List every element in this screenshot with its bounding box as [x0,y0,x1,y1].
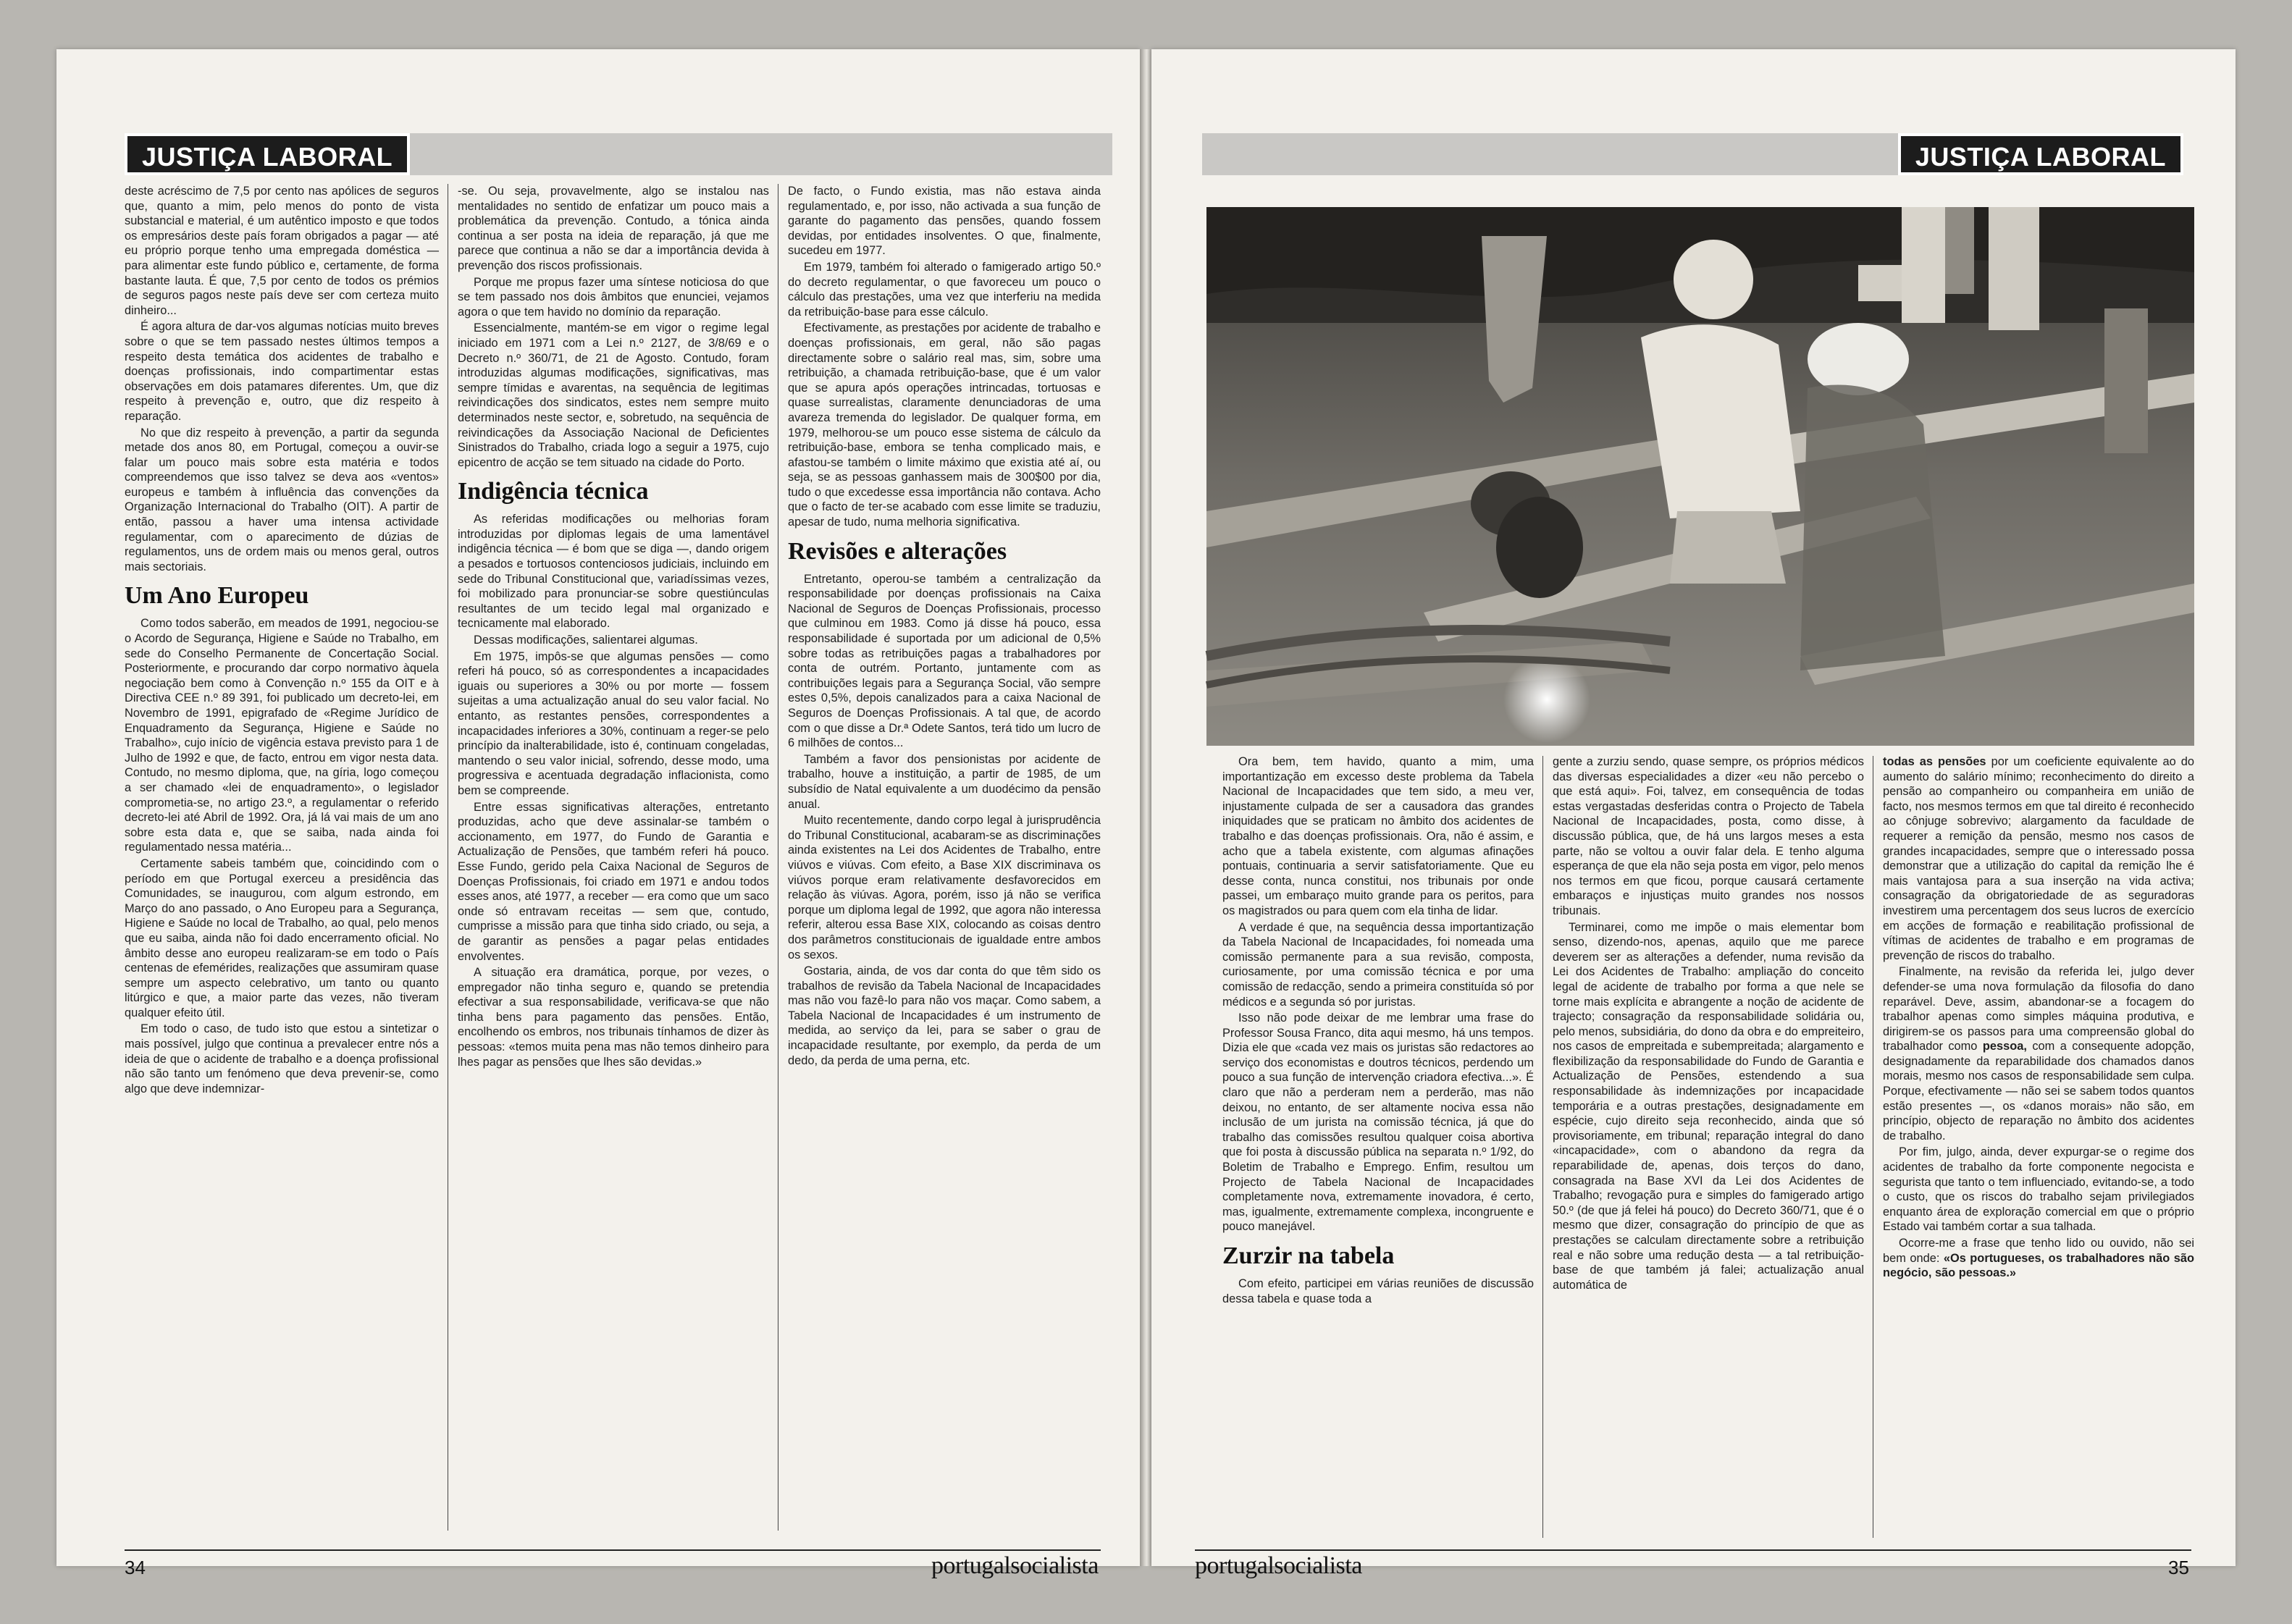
paragraph [1883,1236,2194,1281]
paragraph: Com efeito, participei em várias reuniões de discussão dessa tabela e quase toda a [1222,1277,1534,1305]
paragraph: Gostaria, ainda, de vos dar conta do que têm sido os trabalhos de revisão da Tabela Nacional de Incapacidades mas não vou fazê-lo para não vos maçar. Como sabem, a Tabela Nacional de Incapacidades é um instrumento de medida, ao serviço da lei, para se saber o grau de incapacidade resultante, por exemplo, da perda de um dedo, da perda de uma perna, etc. [788,964,1101,1067]
text-column-3 [788,184,1101,1531]
photo-illustration [1206,207,2194,746]
paragraph: No que diz respeito à prevenção, a partir da segunda metade dos anos 80, em Portugal, começou a ouvir-se falar um pouco mais sobre esta matéria e todos compreendemos que isso talvez se deva aos «ventos» europeus e também à influência das convenções da Organização Internacional do Trabalho (OIT). A partir de então, passou a haver uma intensa actividade regulamentar, com o aparecimento de dúzias de regulamentos, uns de ordem mais ou menos geral, outros mais sectoriais. [125,426,439,573]
magazine-logo: portugalsocialista [931,1552,1099,1579]
section-tag: JUSTIÇA LABORAL [125,133,410,175]
subheading: Revisões e alterações [788,537,1007,565]
paragraph: Ora bem, tem havido, quanto a mim, uma importantização em excesso deste problema da Tabela Nacional de Incapacidades que tem sido, a meu ver, injustamente culpada de ser a causadora das grandes iniquidades que se praticam no âmbito dos acidentes de trabalho e das doenças profissionais. Ora, não é assim, e acho que a tabela existente, com algumas afinações pontuais, continuaria a servir satisfatoriamente. Que eu desse conta, nunca constitui, nos tribunais por onde passei, um embaraço muito grande para os peritos, para os magistrados ou para quem com ela tinha de lidar. [1222,755,1534,917]
subheading: Indigência técnica [458,478,649,505]
page-number: 34 [125,1557,146,1578]
paragraph: Como todos saberão, em meados de 1991, negociou-se o Acordo de Segurança, Higiene e Saúde no Trabalho, em sede do Conselho Permanente de Concertação Social. Posteriormente, e procurando dar corpo normativo àquela negociação bem como à Convenção n.º 155 da OIT e à Directiva CEE n.º 89 391, foi publicado um decreto-lei, em Novembro de 1991, epigrafado de «Regime Jurídico de Enquadramento da Segurança, Higiene e Saúde no Trabalho», cujo início de vigência estava previsto para 1 de Julho de 1992 e que, de facto, entrou em vigor nesta data. Contudo, no mesmo diploma, que, na gíria, logo começou a ser chamado «lei de enquadramento», o legislador comprometia-se, no artigo 23.º, a regulamentar o referido decreto-lei até Abril de 1992. Ora, já lá vai mais de um ano sobre esta data e, que se saiba, nada ainda foi regulamentado nessa matéria... [125,617,439,854]
text-run: por um coeficiente equivalente ao do aumento do salário mínimo; reconhecimento do direito a pensão ao companheiro ou companheira em união de facto, nos mesmos termos em que tal direito é reconhecido ao cônjuge sobrevivo; alargamento da faculdade de requerer a remição da pensão, mesmo nos casos de grandes incapacidades, sempre que o interessado possa demonstrar que a utilização do capital da remição lhe é mais vantajosa para a sua inserção na vida activa; consagração da obrigatoriedade de as seguradoras investirem uma percentagem dos seus lucros de exercício em acções de formação e reabilitação profissional de vítimas de acidentes de trabalho e em programas de prevenção de riscos do trabalho. [1883,755,2195,962]
construction-workers-photo [1206,207,2194,746]
paragraph: deste acréscimo de 7,5 por cento nas apólices de seguros que, quanto a mim, pelo menos do ponto de vista substancial e material, é um autêntico imposto e que todos os empresários deste país foram obrigados a pagar — até eu próprio porque tenho uma empregada doméstica — para alimentar este fundo público e, certamente, de forma bastante lauta. É que, 7,5 por cento de todos os prémios de seguros pagos neste país deve ser com certeza muito dinheiro... [125,185,439,317]
paragraph: Também a favor dos pensionistas por acidente de trabalho, houve a instituição, a partir de 1985, de um subsídio de Natal equivalente a um duodécimo da pensão anual. [788,752,1101,811]
paragraph: A verdade é que, na sequência dessa importantização da Tabela Nacional de Incapacidades, foi nomeada uma comissão permanente para a sua revisão, composta, curiosamente, por uma comissão técnica e por uma comissão de redacção, sendo a primeira constituída só por médicos e a segunda só por juristas. [1222,920,1534,1009]
paragraph: Entre essas significativas alterações, entretanto produzidas, acho que deve assinalar-se também o accionamento, em 1977, do Fundo de Garantia e Actualização de Pensões, que também referi há pouco. Esse Fundo, gerido pela Caixa Nacional de Seguros de Doenças Profissionais, foi criado em 1971 e andou todos esses anos, até 1977, a receber — era como que um saco onde só entravam receitas — sem que, contudo, cumprisse a missão para que tinha sido criado, ou seja, a de garantir as pensões a pagar pelas entidades envolventes. [458,800,769,963]
footer-rule [1195,1549,2191,1551]
paragraph: Muito recentemente, dando corpo legal à jurisprudência do Tribunal Constitucional, acabaram-se as discriminações ainda existentes na Lei dos Acidentes de Trabalho, entre viúvos e viúvas. Com efeito, a Base XIX discriminava os viúvos porque eram relativamente desfavorecidos em relação às viúvas. Agora, porém, isso já não se verifica porque um diploma legal de 1992, que agora não interessa referir, alterou essa Base XIX, colocando as coisas dentro dos parâmetros constitucionais de igualdade entre ambos os sexos. [788,814,1101,962]
text-column-3 [1883,754,2194,1539]
text-run: com a consequente adopção, designadamente da reparabilidade dos chamados danos morais, mesmo nos casos de responsabilidade sem culpa. Porque, efectivamente — não sei se sabem todos quantos estão presentes —, os «danos morais» não são, em princípio, objecto de reparação no âmbito dos acidentes de trabalho. [1883,1040,2194,1143]
text-run: Ocorre-me a frase que tenho lido ou ouvido, não sei bem onde: [1883,1237,2194,1265]
section-header-bar [125,133,1112,175]
subheading: Um Ano Europeu [125,582,309,610]
paragraph: Dessas modificações, salientarei algumas. [474,634,698,647]
section-tag: JUSTIÇA LABORAL [1898,133,2183,175]
paragraph [1883,964,2194,1143]
bold-phrase: pessoa, [1982,1040,2027,1053]
text-column-2 [1553,754,1864,1539]
text-column-1 [1222,754,1534,1539]
paragraph: Em 1975, impôs-se que algumas pensões — como referi há pouco, só as correspondentes a incapacidades iguais ou superiores a 30% ou por morte — fossem sujeitas a uma actualização anual do seu valor facial. No entanto, as restantes pensões, correspondentes a incapacidades inferiores a 30%, continuam a reger-se pelo princípio da inalterabilidade, isto é, continuam congeladas, mantendo o seu valor inicial, sofrendo, desse modo, uma progressiva e acentuada degradação inflacionista, como bem se compreende. [458,649,769,797]
paragraph: Entretanto, operou-se também a centralização da responsabilidade por doenças profissionais na Caixa Nacional de Seguros de Doenças Profissionais, processo que culminou em 1983. Como já disse há pouco, essa responsabilidade é suportada por um adicional de 0,5% sobre todas as retribuições pagas a trabalhadores por conta de outrém. Portanto, juntamente com as contribuições legais para a Segurança Social, vão sempre estes 0,5%, depois canalizados para a caixa Nacional de Seguros de Doenças Profissionais. A tal que, de acordo com o que disse a Dr.ª Odete Santos, terá tido um lucro de 6 milhões de contos... [788,572,1101,750]
paragraph: Terminarei, como me impõe o mais elementar bom senso, dizendo-nos, apenas, aquilo que me parece deverem ser as alterações a defender, numa revisão da Lei dos Acidentes de Trabalho: ampliação do conceito legal de acidente de trabalho por forma a que nele se torne mais explícita e abrangente a noção de acidente de trajecto; consagração da responsabilidade solidária ou, pelo menos, subsidiária, do dono da obra e do empreiteiro, nos casos de empreitada e subempreitada; alargamento e flexibilização da responsabilidade do Fundo de Garantia e Actualização de Pensões, estendendo a sua responsabilidade às indemnizações por incapacidade temporária e a outras prestações, designadamente em espécie, cujo direito seja reconhecido, ainda que só provisoriamente, em tribunal; reparação integral do dano «incapacidade», com o abandono da regra da reparabilidade de, apenas, dois terços do dano, consagrada na Base XVI da Lei dos Acidentes de Trabalho; revogação pura e simples do famigerado artigo 50.º (de que já felei há pouco) do Decreto 360/71, que é o mesmo que dizer, consagração do princípio de que as prestações se calculam directamente sobre a retribuição real e não sobre uma redução desta — a tal retribuição-base de que também já falei; actualização anual automática de [1553,920,1864,1292]
column-rule [1542,756,1543,1538]
text-run: Finalmente, na revisão da referida lei, julgo dever defender-se uma nova formulação da filosofia do dano reparável. Deve, assim, abandonar-se a focagem do trabalhor apenas como simples máquina produtiva, e dirigirem-se os passos para uma compreensão global do trabalhador como [1883,965,2194,1053]
paragraph: É agora altura de dar-vos algumas notícias muito breves sobre o que se tem passado nestes últimos tempos a respeito desta temática dos acidentes de trabalho e doenças profissionais, indo compartimentar estas observações em dois patamares diferentes. Um, que diz respeito à prevenção e, outro, que diz respeito à reparação. [125,320,439,423]
left-page [56,49,1140,1579]
bold-phrase: todas as pensões [1883,755,1986,768]
right-page [1151,49,2236,1579]
page-number: 35 [2168,1557,2189,1578]
paragraph: De facto, o Fundo existia, mas não estava ainda regulamentado, e, por isso, não activada a sua função de garante do pagamento das pensões, quando fossem devidas, por entidades insolventes. O que, finalmente, sucedeu em 1977. [788,185,1101,258]
section-header-bar [1202,133,2183,175]
paragraph: Em 1979, também foi alterado o famigerado artigo 50.º do decreto regulamentar, o que favoreceu um pouco o cálculo das prestações, uma vez que interferiu na medida da retribuição-base para esse cálculo. [788,260,1101,319]
text-column-2 [458,184,769,1531]
spine-gutter [1140,49,1151,1566]
paragraph: As referidas modificações ou melhorias foram introduzidas por diplomas legais de uma lamentável indigência técnica — é bom que se diga —, dando origem a pesados e tortuosos contenciosos judiciais, incluindo em sede do Tribunal Constitucional que, variadíssimas vezes, foi mobilizado para pronunciar-se sobre questiúnculas resultantes de um tecido legal mal organizado e tecnicamente mal elaborado. [458,513,769,631]
magazine-logo: portugalsocialista [1195,1552,1362,1579]
bold-quote: «Os portugueses, os trabalhadores não são negócio, são pessoas.» [1883,1251,2194,1280]
paragraph: A situação era dramática, porque, por vezes, o empregador não tinha seguro e, quando se pretendia efectivar a sua responsabilidade, verificava-se que não tinha bens para pagamento das pensões. Então, encolhendo os embros, nos tribunais tínhamos de dizer às pessoas: «temos muita pena mas não temos dinheiro para lhes pagar as pensões que lhes são devidas.» [458,966,769,1069]
footer-rule [125,1549,1101,1551]
subheading: Zurzir na tabela [1222,1242,1395,1269]
paragraph: gente a zurziu sendo, quase sempre, os próprios médicos das diversas especialidades a dizer «eu não percebo o que está aqui». Foi, talvez, em consequência de todas estas vergastadas desferidas contra o Projecto de Tabela Nacional de Incapacidades, posta, como disse, à discussão pública, que, de há uns largos meses a esta parte, não se voltou a ouvir falar dela. E tenho alguma esperança de que ela não seja posta em vigor, pelo menos nos termos em que ficou, porque causará certamente embaraços e injustiças muito grandes nos nossos tribunais. [1553,755,1864,917]
paragraph: Isso não pode deixar de me lembrar uma frase do Professor Sousa Franco, dita aqui mesmo, há uns tempos. Dizia ele que «cada vez mais os juristas são redactores ao serviço dos economistas e doutros técnicos, perdendo um pouco a sua função de intervenção criadora efectiva...». É claro que não a perderam nem a perderão, mas não deixou, no entanto, de ser altamente nociva essa não inclusão de um jurista na comissão técnica, já que do trabalho das comissões resultou qualquer coisa abortiva que foi posta à discussão pública na separata n.º 1/92, do Boletim de Trabalho e Emprego. Enfim, resultou um Projecto de Tabela Nacional de Incapacidades completamente nova, extremamente inovadora, é certo, mas, igualmente, extremamente complexa, incongruente e pouco manejável. [1222,1011,1534,1234]
text-column-1 [125,184,439,1531]
paragraph: -se. Ou seja, provavelmente, algo se instalou nas mentalidades no sentido de enfatizar um pouco mais a problemática da prevenção. Contudo, a tónica ainda continua a ser posta na ideia de reparação, já que me parece que continua a não se dar a importância devida à prevenção dos riscos profissionais. [458,185,769,272]
paragraph: Por fim, julgo, ainda, dever expurgar-se o regime dos acidentes de trabalho da forte componente negocista e segurista que tanto o tem influenciado, evitando-se, a todo o custo, que os riscos do trabalho sejam privilegiados enquanto área de exploração comercial em que o próprio Estado vai também cortar a sua talhada. [1883,1145,2194,1234]
paragraph: Certamente sabeis também que, coincidindo com o período em que Portugal exerceu a presidência das Comunidades, se inaugurou, com algum estrondo, em Março do ano passado, o Ano Europeu para a Segurança, Higiene e Saúde no local de Trabalho, ao qual, pelo menos que eu saiba, ainda não foi dado encerramento oficial. No âmbito desse ano europeu realizaram-se em todo o País centenas de efemérides, realizações que assumiram quase sempre um aspecto celebrativo, um tanto ou quanto litúrgico e que, a maior parte das vezes, não tiveram qualquer efeito útil. [125,857,439,1019]
paragraph: Em todo o caso, de tudo isto que estou a sintetizar o mais possível, julgo que continua a prevalecer entre nós a ideia de que o acidente de trabalho e a doença profissional não são tanto um fenómeno que deva prevenir-se, como algo que deve indemnizar- [125,1022,439,1095]
paragraph [1883,754,2194,963]
paragraph: Efectivamente, as prestações por acidente de trabalho e doenças profissionais, em geral, não são pagas directamente sobre o salário real mas, sim, sobre uma retribuição, a chamada retribuição-base, que é um valor que se apura após operações intrincadas, tortuosas e quase surrealistas, claramente denunciadoras de uma avareza tremenda do legislador. De qualquer forma, em 1979, melhorou-se um pouco esse sistema de cálculo da retribuição-base, embora se tenha complicado mais, e afastou-se também o limite máximo que existia até aí, ou seja, se as pessoas ganhassem mais de 300$00 por dia, tudo o que excedesse essa importância não contava. Acho que o facto de ter-se acabado com esse limite se traduziu, apesar de tudo, numa melhoria significativa. [788,321,1101,529]
paragraph: Porque me propus fazer uma síntese noticiosa do que se tem passado nos dois âmbitos que enunciei, vejamos agora o que tem havido no domínio da reparação. [458,275,769,319]
paragraph: Essencialmente, mantém-se em vigor o regime legal iniciado em 1971 com a Lei n.º 2127, de 3/8/69 e o Decreto n.º 360/71, de 21 de Agosto. Contudo, foram introduzidas algumas modificações, significativas, mas sempre tímidas e avarentas, na sequência de legitimas reivindicações dos sindicatos, estes nem sempre muito determinados neste sector, e, sobretudo, na sequência de reivindicações da Associação Nacional de Deficientes Sinistrados do Trabalho, criada logo a seguir a 1975, cujo epicentro de acção se tem situado na cidade do Porto. [458,321,769,469]
